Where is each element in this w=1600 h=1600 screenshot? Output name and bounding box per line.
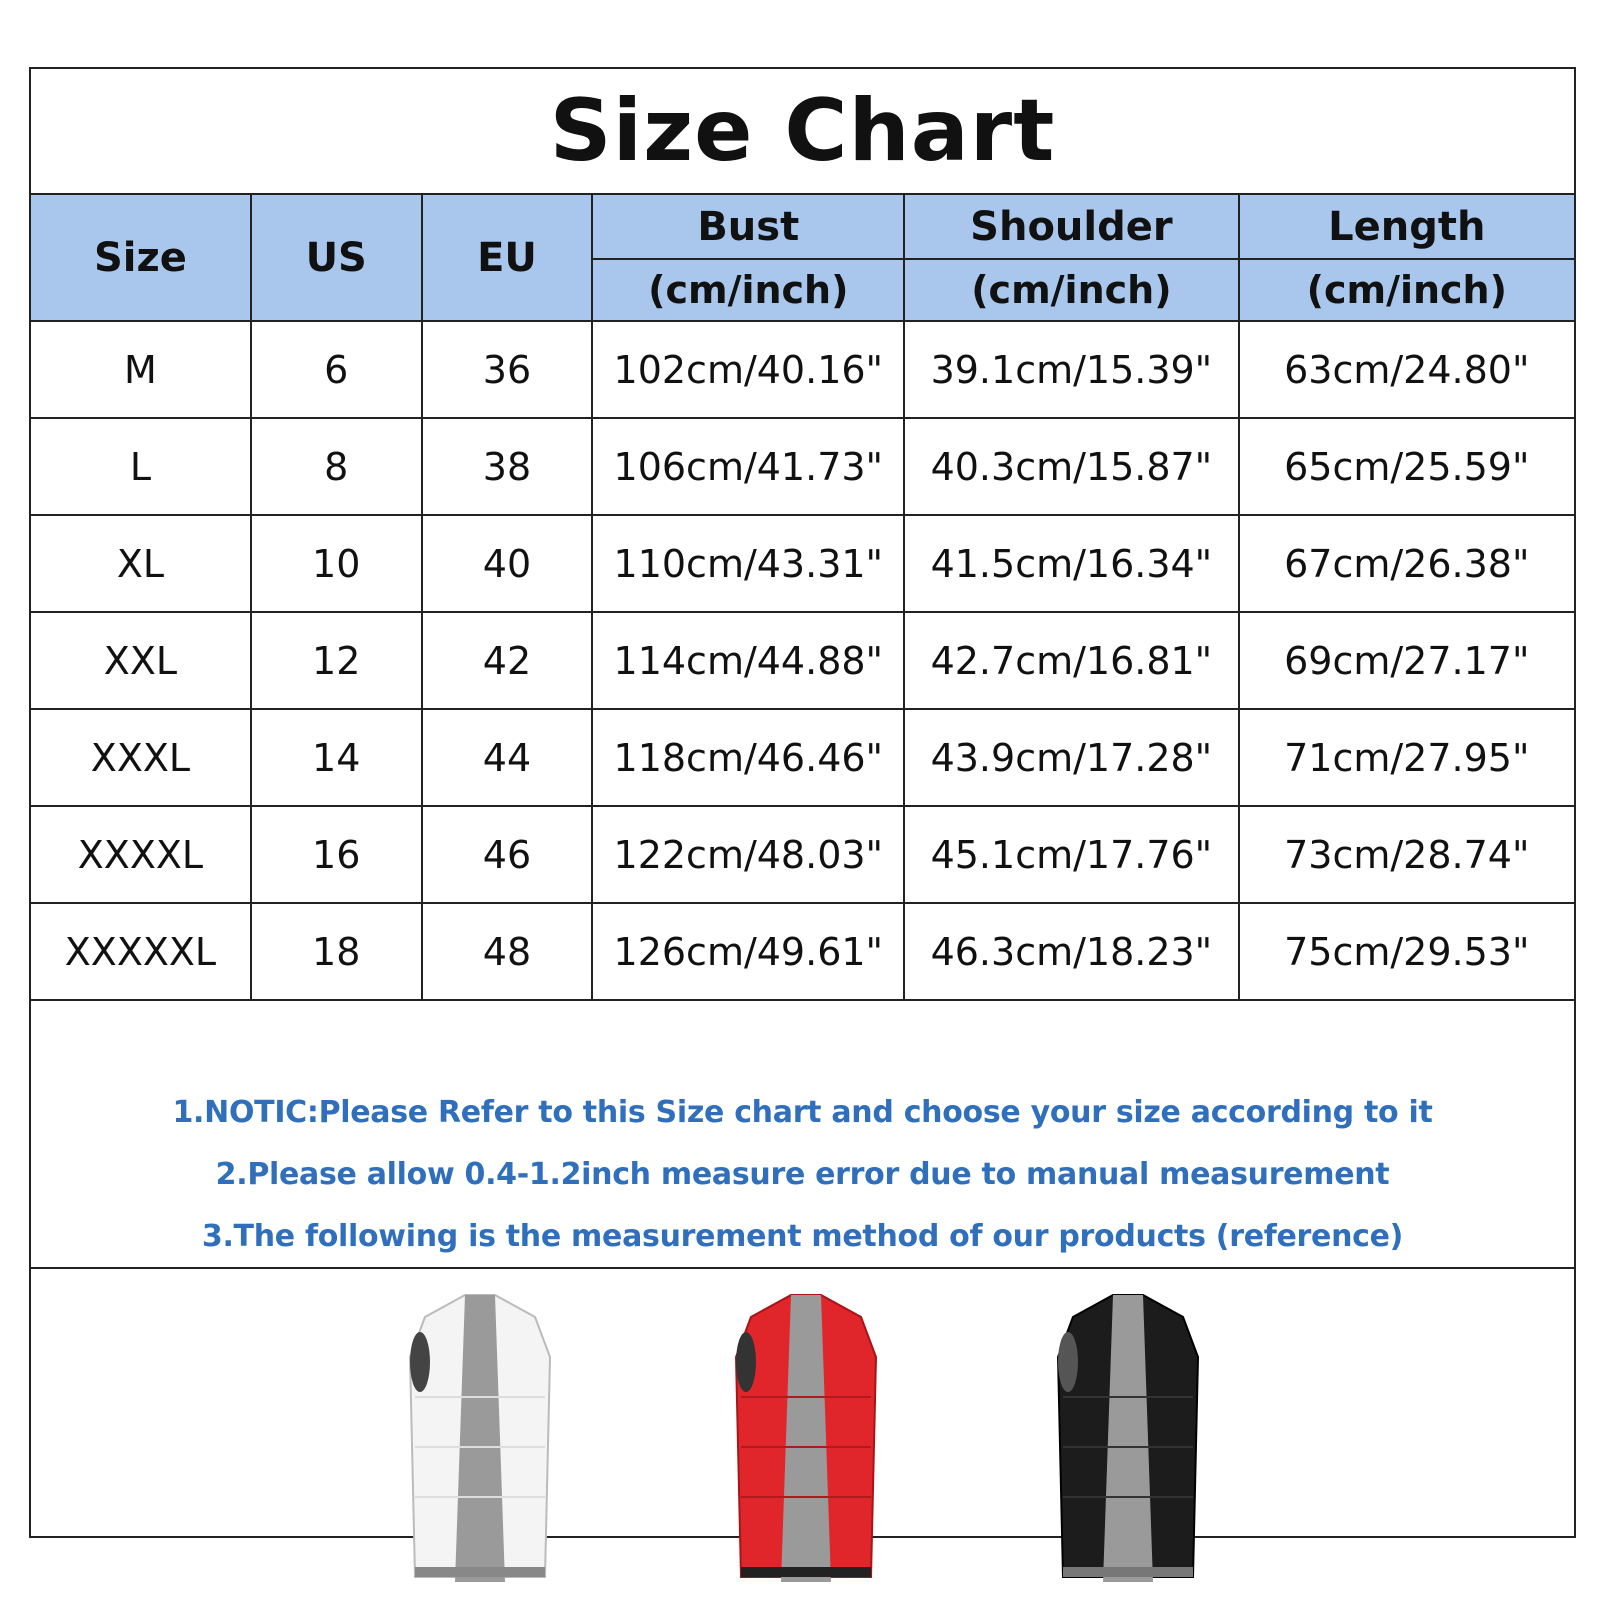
note-2: 2.Please allow 0.4-1.2inch measure error due to manual measurement [215,1156,1390,1192]
cell-length: 71cm/27.95" [1239,709,1574,806]
cell-shoulder: 41.5cm/16.34" [904,515,1238,612]
table-row [31,709,1574,806]
cell-bust: 110cm/43.31" [592,515,904,612]
table-row [31,806,1574,903]
cell-bust: 102cm/40.16" [592,321,904,418]
cell-eu: 48 [422,903,593,1000]
cell-eu: 46 [422,806,593,903]
table-row [31,515,1574,612]
cell-bust: 126cm/49.61" [592,903,904,1000]
note-3: 3.The following is the measurement method of our products (reference) [201,1218,1404,1254]
cell-size: XL [31,515,251,612]
note-1: 1.NOTIC:Please Refer to this Size chart and choose your size according to it [172,1094,1433,1130]
cell-size: XXXXL [31,806,251,903]
size-table [31,195,1574,1001]
cell-bust: 106cm/41.73" [592,418,904,515]
header-shoulder: Shoulder [904,195,1238,259]
cell-us: 8 [251,418,422,515]
table-row [31,321,1574,418]
cell-shoulder: 46.3cm/18.23" [904,903,1238,1000]
header-size: Size [31,195,251,321]
cell-bust: 122cm/48.03" [592,806,904,903]
cell-length: 69cm/27.17" [1239,612,1574,709]
cell-length: 65cm/25.59" [1239,418,1574,515]
cell-eu: 42 [422,612,593,709]
cell-length: 67cm/26.38" [1239,515,1574,612]
header-length: Length [1239,195,1574,259]
cell-bust: 118cm/46.46" [592,709,904,806]
cell-eu: 38 [422,418,593,515]
cell-us: 18 [251,903,422,1000]
cell-size: XXXXXL [31,903,251,1000]
cell-size: XXXL [31,709,251,806]
table-header-row [31,195,1574,259]
size-chart-frame [29,67,1576,1538]
header-eu: EU [422,195,593,321]
white-vest-image [395,1287,565,1587]
cell-us: 10 [251,515,422,612]
cell-us: 12 [251,612,422,709]
cell-shoulder: 43.9cm/17.28" [904,709,1238,806]
cell-length: 73cm/28.74" [1239,806,1574,903]
header-length-unit: (cm/inch) [1239,259,1574,321]
product-images [31,1269,1574,1538]
cell-size: XXL [31,612,251,709]
cell-size: L [31,418,251,515]
cell-eu: 40 [422,515,593,612]
header-bust: Bust [592,195,904,259]
cell-us: 16 [251,806,422,903]
table-row [31,612,1574,709]
red-vest-image [721,1287,891,1587]
header-bust-unit: (cm/inch) [592,259,904,321]
cell-length: 63cm/24.80" [1239,321,1574,418]
cell-eu: 36 [422,321,593,418]
cell-shoulder: 40.3cm/15.87" [904,418,1238,515]
cell-eu: 44 [422,709,593,806]
cell-us: 14 [251,709,422,806]
notes-section [31,1082,1574,1269]
cell-size: M [31,321,251,418]
cell-bust: 114cm/44.88" [592,612,904,709]
cell-shoulder: 45.1cm/17.76" [904,806,1238,903]
cell-shoulder: 39.1cm/15.39" [904,321,1238,418]
cell-length: 75cm/29.53" [1239,903,1574,1000]
header-us: US [251,195,422,321]
table-row [31,418,1574,515]
cell-us: 6 [251,321,422,418]
black-vest-image [1043,1287,1213,1587]
table-row [31,903,1574,1000]
cell-shoulder: 42.7cm/16.81" [904,612,1238,709]
header-shoulder-unit: (cm/inch) [904,259,1238,321]
page-title: Size Chart [31,69,1574,195]
